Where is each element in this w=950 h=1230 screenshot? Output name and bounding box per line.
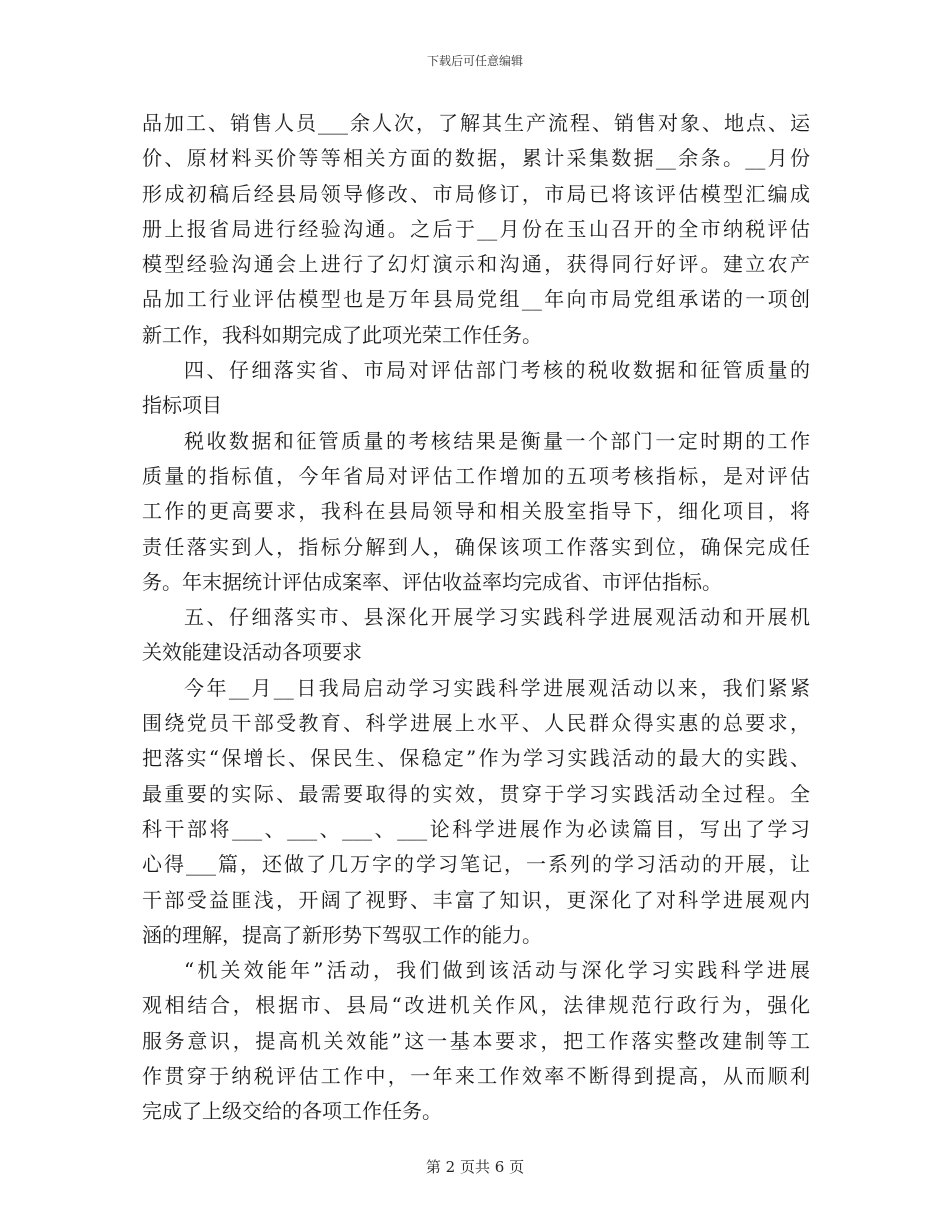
page-footer: 第 2 页共 6 页: [425, 1158, 525, 1176]
text-line: 品加工、销售人员___余人次，了解其生产流程、销售对象、地点、运: [142, 111, 810, 135]
text-line: 形成初稿后经县局领导修改、市局修订，市局已将该评估模型汇编成: [142, 181, 810, 206]
document-body: [142, 106, 810, 1130]
text-line: 围绕党员干部受教育、科学进展上水平、人民群众得实惠的总要求，: [142, 711, 810, 736]
text-line: 完成了上级交给的各项工作任务。: [142, 1099, 442, 1124]
text-line: 干部受益匪浅，开阔了视野、丰富了知识，更深化了对科学进展观内: [142, 887, 810, 912]
text-line: 务。年末据统计评估成案率、评估收益率均完成省、市评估指标。: [142, 569, 722, 594]
text-line: 新工作，我科如期完成了此项光荣工作任务。: [142, 322, 542, 347]
page-header: 下载后可任意编辑: [426, 54, 523, 68]
text-line: 关效能建设活动各项要求: [142, 640, 362, 665]
text-line: 科干部将___、___、___、___论科学进展作为必读篇目，写出了学习: [142, 816, 810, 841]
text-line: 心得___篇，还做了几万字的学习笔记，一系列的学习活动的开展，让: [142, 852, 810, 877]
text-line: 责任落实到人，指标分解到人，确保该项工作落实到位，确保完成任: [142, 534, 810, 559]
text-line: 册上报省局进行经验沟通。之后于__月份在玉山召开的全市纳税评估: [142, 216, 810, 241]
text-line: “机关效能年”活动，我们做到该活动与深化学习实践科学进展: [184, 958, 810, 983]
text-line: 涵的理解，提高了新形势下驾驭工作的能力。: [142, 922, 542, 947]
text-line: 指标项目: [142, 393, 222, 418]
text-line: 四、仔细落实省、市局对评估部门考核的税收数据和征管质量的: [184, 358, 810, 383]
text-line: 最重要的实际、最需要取得的实效，贯穿于学习实践活动全过程。全: [142, 781, 810, 806]
text-line: 作贯穿于纳税评估工作中，一年来工作效率不断得到提高，从而顺利: [142, 1064, 810, 1089]
text-line: 品加工行业评估模型也是万年县局党组__年向市局党组承诺的一项创: [142, 287, 810, 312]
text-line: 质量的指标值，今年省局对评估工作增加的五项考核指标，是对评估: [142, 463, 810, 488]
text-line: 五、仔细落实市、县深化开展学习实践科学进展观活动和开展机: [184, 605, 810, 630]
text-line: 工作的更高要求，我科在县局领导和相关股室指导下，细化项目，将: [142, 499, 810, 524]
text-line: 价、原材料买价等等相关方面的数据，累计采集数据__余条。__月份: [142, 146, 810, 171]
text-line: 今年__月__日我局启动学习实践科学进展观活动以来，我们紧紧: [184, 675, 810, 700]
text-line: 服务意识，提高机关效能”这一基本要求，把工作落实整改建制等工: [142, 1028, 810, 1053]
text-line: 模型经验沟通会上进行了幻灯演示和沟通，获得同行好评。建立农产: [142, 252, 810, 277]
text-line: 把落实“保增长、保民生、保稳定”作为学习实践活动的最大的实践、: [142, 746, 810, 771]
text-line: 税收数据和征管质量的考核结果是衡量一个部门一定时期的工作: [184, 428, 810, 453]
text-line: 观相结合，根据市、县局“改进机关作风，法律规范行政行为，强化: [142, 993, 810, 1018]
